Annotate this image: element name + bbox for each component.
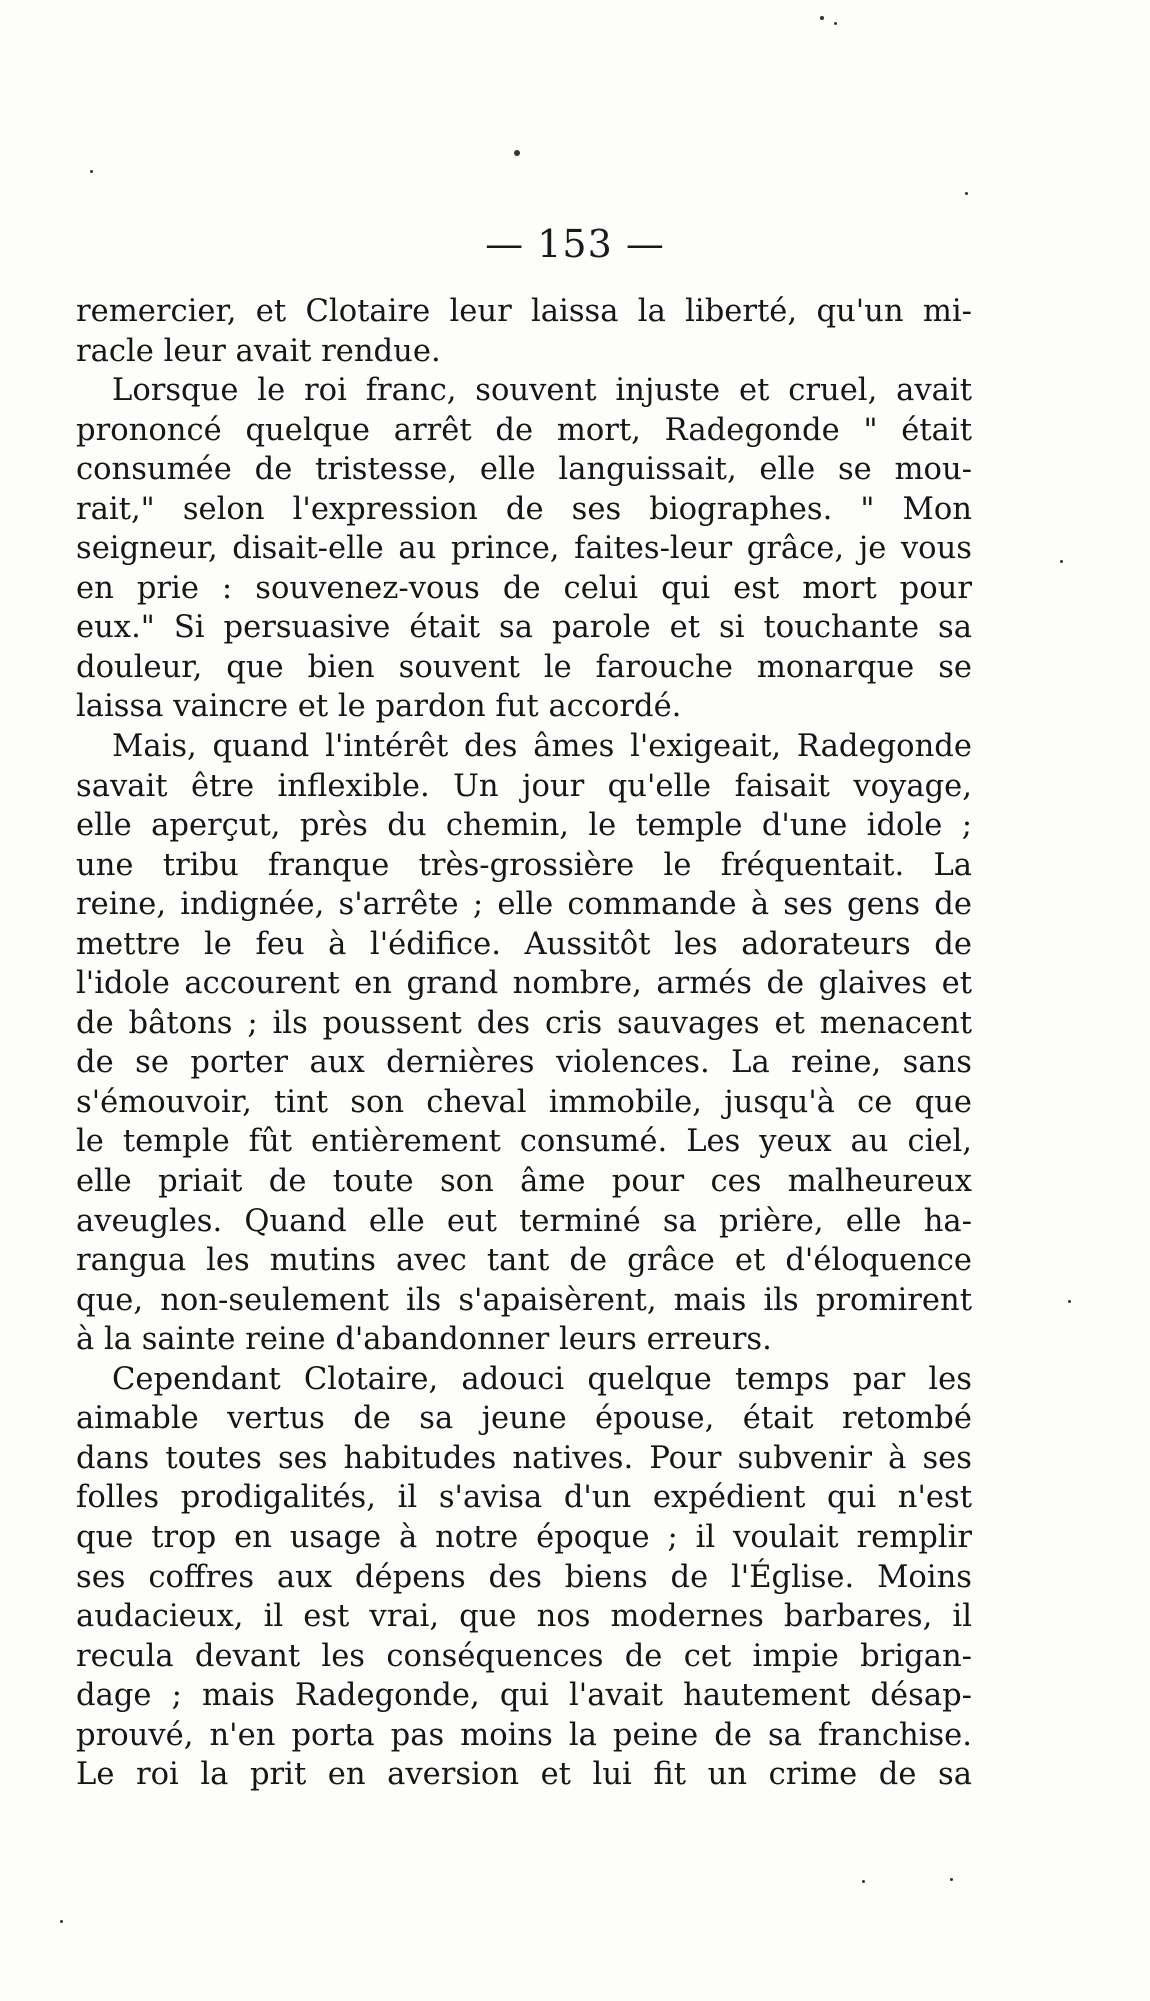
scan-speck [862, 1880, 865, 1883]
scan-speck [965, 192, 968, 195]
scan-speck [90, 170, 93, 173]
text-line: elle priait de toute son âme pour ces malheureux [76, 1164, 972, 1200]
text-line: reine, indignée, s'arrête ; elle commande à ses gens de [76, 887, 972, 923]
text-line: l'idole accourent en grand nombre, armés de glaives et [76, 966, 972, 1002]
text-line: prouvé, n'en porta pas moins la peine de sa franchise. [76, 1717, 972, 1753]
text-line: recula devant les conséquences de cet impie brigan- [76, 1638, 972, 1674]
text-line: folles prodigalités, il s'avisa d'un expédient qui n'est [76, 1480, 972, 1516]
text-line: racle leur avait rendue. [76, 333, 441, 369]
text-line: douleur, que bien souvent le farouche monarque se [76, 649, 972, 685]
text-line: que trop en usage à notre époque ; il voulait remplir [76, 1519, 972, 1555]
text-line: que, non-seulement ils s'apaisèrent, mais ils promirent [76, 1282, 972, 1318]
scan-speck [514, 150, 520, 156]
text-line: eux." Si persuasive était sa parole et si touchante sa [76, 610, 972, 646]
page-number: — 153 — [485, 222, 665, 266]
text-line: ses coffres aux dépens des biens de l'Église. Moins [76, 1559, 972, 1595]
scan-speck [834, 22, 837, 25]
scan-speck [820, 16, 824, 20]
text-line: aimable vertus de sa jeune épouse, était retombé [76, 1401, 972, 1437]
text-line: à la sainte reine d'abandonner leurs erreurs. [76, 1322, 772, 1358]
text-line: en prie : souvenez-vous de celui qui est mort pour [76, 570, 972, 606]
paragraph-start-line: Mais, quand l'intérêt des âmes l'exigeait, Radegonde [112, 729, 972, 765]
text-line: dans toutes ses habitudes natives. Pour subvenir à ses [76, 1440, 972, 1476]
scan-speck [950, 1878, 953, 1881]
text-line: le temple fût entièrement consumé. Les yeux au ciel, [76, 1124, 972, 1160]
text-line: Le roi la prit en aversion et lui fit un crime de sa [76, 1757, 972, 1793]
text-line: une tribu franque très-grossière le fréquentait. La [76, 847, 972, 883]
text-line: laissa vaincre et le pardon fut accordé. [76, 689, 682, 725]
text-line: consumée de tristesse, elle languissait, elle se mou- [76, 452, 972, 488]
text-line: seigneur, disait-elle au prince, faites-leur grâce, je vous [76, 531, 972, 567]
paragraph-start-line: Cependant Clotaire, adouci quelque temps par les [112, 1361, 972, 1397]
text-line: savait être inflexible. Un jour qu'elle faisait voyage, [76, 768, 972, 804]
scan-speck [1068, 1300, 1071, 1303]
text-line: rait," selon l'expression de ses biographes. " Mon [76, 491, 972, 527]
text-line: prononcé quelque arrêt de mort, Radegonde " était [76, 412, 972, 448]
text-line: aveugles. Quand elle eut terminé sa prière, elle ha- [76, 1203, 972, 1239]
text-line: elle aperçut, près du chemin, le temple d'une idole ; [76, 808, 972, 844]
paragraph-start-line: Lorsque le roi franc, souvent injuste et cruel, avait [112, 373, 972, 409]
text-line: rangua les mutins avec tant de grâce et d'éloquence [76, 1243, 972, 1279]
body-text [76, 292, 972, 1795]
scan-speck [60, 1920, 63, 1923]
text-line: s'émouvoir, tint son cheval immobile, jusqu'à ce que [76, 1084, 972, 1120]
scan-speck [1060, 560, 1063, 563]
text-line: de bâtons ; ils poussent des cris sauvages et menacent [76, 1005, 972, 1041]
text-line: remercier, et Clotaire leur laissa la liberté, qu'un mi- [76, 294, 972, 329]
text-line: de se porter aux dernières violences. La reine, sans [76, 1045, 972, 1081]
text-line: audacieux, il est vrai, que nos modernes barbares, il [76, 1599, 972, 1635]
text-line: dage ; mais Radegonde, qui l'avait hautement désap- [76, 1678, 972, 1714]
text-line: mettre le feu à l'édifice. Aussitôt les adorateurs de [76, 926, 972, 962]
